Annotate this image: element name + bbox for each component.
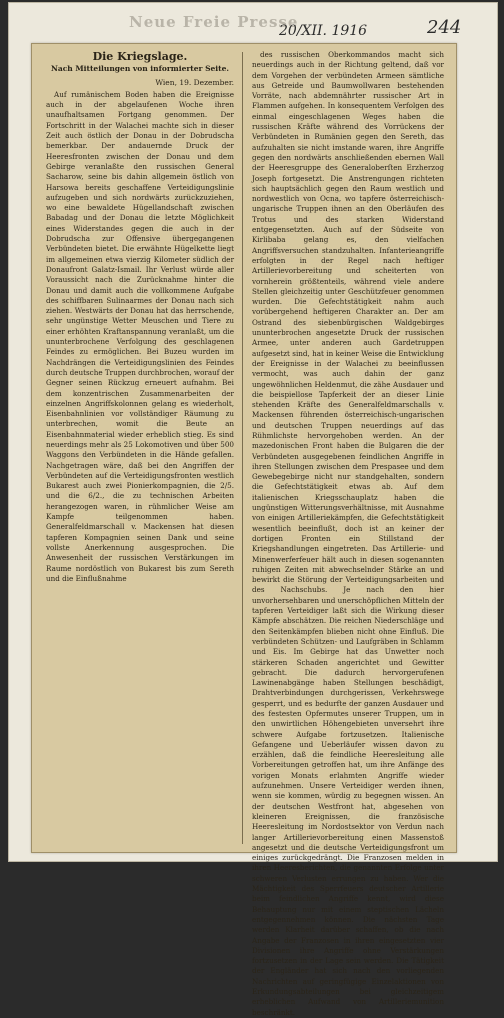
column-rule xyxy=(242,52,243,844)
archive-page xyxy=(8,2,498,1017)
article-column-left xyxy=(46,50,234,583)
handwritten-date: 20/XII. 1916 xyxy=(279,23,368,39)
newspaper-clipping xyxy=(31,43,457,1017)
article-dateline: Wien, 19. Dezember. xyxy=(155,77,234,87)
article-body-left: Auf rumänischem Boden haben die Ereignisse auch in der abgelaufenen Woche ihren unaufhaltsamen Fortgang genommen. Der Fortschritt in der Walachei machte sich in dieser Zeit auch östlich der Donau in der Dobrudscha bemerkbar. Der andauernde Druck der Heeresfronten zwischen der Donau und dem Gebirge veranlaßte den russischen General Sacharow, seine bis dahin allgemein östlich von Harsowa bereits geschaffene Verteidigungslinie aufzugeben und sich nordwärts zurückzuziehen, wo eine bewaldete Hügellandschaft zwischen Babadag und der Donau die letzte Möglichkeit eines Widerstandes gegen die auch in der Dobrudscha zur Offensive übergegangenen Verbündeten bietet. Die erwähnte Hügelkette liegt im allgemeinen etwa vierzig Kilometer südlich der Donaufront Galatz-Ismail. Ihr Verlust würde aller Voraussicht nach die Zurücknahme hinter die Donau und damit auch die vollkommene Aufgabe des schiffbaren Sulinaarmes der Donau nach sich ziehen. Westwärts der Donau hat das herrschende, sehr ungünstige Wetter Meuschen und Tiere zu einer erhöhten Kraftanspannung veranlaßt, um die ununterbrochene Verfolgung des geschlagenen Feindes zu ermöglichen. Bei Buzeu wurden im Nachdrängen die Verteidigungslinien des Feindes durch deutsche Truppen durchbrochen, worauf der Gegner seinen Rückzug erneuert aufnahm. Bei dem konzentrischen Zusammenarbeiten der einzelnen Angriffskolonnen gelang es wiederholt, Eisenbahnlinien vor vollständiger Räumung zu unterbrechen, womit die Beute an Eisenbahnmaterial wieder erheblich stieg. Es sind neuerdings mehr als 25 Lokomotiven und über 500 Waggons den Verbündeten in die Hände gefallen. Nachgetragen wäre, daß bei den Angriffen der Verbündeten auf die Verteidigungsfronten westlich Bukarest auch zwei Pionierkompagnien, die 2/5. und die 6/2., die zu technischen Arbeiten herangezogen waren, in rühmlicher Weise am Kampfe teilgenommen haben. Generalfeldmarschall v. Mackensen hat diesen tapferen Kompagnien seinen Dank und seine vollste Anerkennung ausgesprochen. Die Anwesenheit der russischen Verstärkungen im Raume nordöstlich von Bukarest bis zum Sereth und die Einflußnahme xyxy=(46,89,234,583)
newspaper-masthead: Neue Freie Presse xyxy=(129,13,299,31)
handwritten-page-number: 244 xyxy=(427,17,462,38)
article-column-right xyxy=(252,50,444,1017)
article-subhead: Nach Mitteilungen von informierter Seite. xyxy=(51,64,229,74)
article-body-right: des russischen Oberkommandos macht sich neuerdings auch in der Richtung geltend, daß vor dem Vorgehen der verbündeten Armeen sämtliche aus Getreide und Baumwollwaren bestehenden Vorräte, nach abdemnährter russischer Art in Flammen aufgehen. In konsequentem Verfolgen des einmal eingeschlagenen Weges haben die russischen Kräfte während des Vorrückens der Verbündeten in Rumänien gegen den Sereth, das aufzuhalten sie nicht imstande waren, ihre Angriffe gegen den nordwärts anschließenden ebernen Wall der Heeresgruppe des Generaloberſten Erzherzog Joseph fortgesetzt. Die Anstrengungen richteten sich hauptsächlich gegen den Raum westlich und nordwestlich von Ocna, wo tapfere österreichisch-ungarische Truppen ihnen an den Oberläufen des Trotus und des starken Widerstand entgegensetzten. Auch auf der Südseite von Kirlibaba gelang es, den vielfachen Angriffsversuchen standzuhalten. Infanterieangriffe erfolgten in der Regel nach heftiger Artillerievorbereitung und scheiterten von vornherein größtenteils, während viele andere Stellen gleichzeitig unter Geschützfeuer genommen wurden. Die Gefechtstätigkeit nahm auch vorübergehend heftigeren Charakter an. Der am Ostrand des siebenbürgischen Waldgebirges ununterbrochen angesetzte Druck der russischen Armee, unter anderen auch Gardetruppen aufgesetzt sind, hat in keiner Weise die Entwicklung der Ereignisse in der Walachei zu beeinflussen vermocht, was auch dahin der ganz ungewöhnlichen Heldenmut, die zähe Ausdauer und die beispiellose Tapferkeit der an dieser Linie stehenden Kräfte des Generalfeldmarschalls v. Mackensen führenden österreichisch-ungarischen und deutschen Truppen neuerdings auf das Rühmlichste hervorgehoben werden. An der mazedonischen Front haben die Bulgaren die der Verbündeten ausgegebenen feindlichen Angriffe in ihren Stellungen zwischen dem Prespasee und dem Gewebegebirge nicht nur standgehalten, sondern die Gefechtstätigkeit etwas ab. Auf dem italienischen Kriegsschauplatz haben die ungünstigen Witterungsverhältnisse, mit Ausnahme von einigen Artilleriekämpfen, die Gefechtstätigkeit wesentlich beeinflußt, doch ist an keiner der dortigen Fronten ein Stillstand der Kriegshandlungen eingetreten. Das Artillerie- und Minenwerferfeuer hält auch in diesen sogenannten ruhigen Zeiten mit abwechselnder Stärke an und bewirkt die Störung der Verteidigungsarbeiten und des Nachschubs. Je nach den hier unvorhersehbaren und unerschöpflichen Mitteln der tapferen Verteidiger laßt sich die Wirkung dieser Kämpfe abschätzen. Die reichen Niederschläge und den Seitenkämpfen blieben nicht ohne Einfluß. Die verbündeten Schützen- und Laufgräben in Schlamm und Eis. Im Gebirge hat das Unwetter noch stärkeren Schaden angerichtet und Gewitter gebracht. Die dadurch hervorgerufenen Lawinenabgänge haben Stellungen beschädigt, Drahtverbindungen durchgerissen, Verkehrswege gesperrt, und es bedurfte der ganzen Ausdauer und des festesten Opfermutes unserer Truppen, um in den unwirtlichen Höhengebieten unversehrt ihre schwere Aufgabe fortzusetzen. Italienische Gefangene und Ueberläufer wissen davon zu erzählen, daß die feindliche Heeresleitung alle Vorbereitungen getroffen hat, um ihre Anfänge des vorigen Monats erlahmten Angriffe wieder aufzunehmen. Unsere Verteidiger werden ihnen, wenn sie kommen, würdig zu begegnen wissen. An der deutschen Westfront hat, abgesehen von kleineren Ereignissen, die französische Heeresleitung im Nordostsektor von Verdun nach langer Artillerievorbereitung einen Massenstoß angesetzt und die deutsche Verteidigungsfront um einiges zurückgedrängt. Die Franzosen melden in ihren Heeresberichten, die genannten Erfolge unter schweren Verlusten errungen zu haben. Wer die Mächtigkeit des Sperrfeuers deutscher Artillerie beim feindlichen Angriffe kennt, wird diese Behauptung nur mit einem steptischen Lächeln entgegennehmen können. Die nächsten Tage werden Klarheit darüber schaffen, ob die nach Angabe der Franzosen in ihren eingesetzten vier Divisionen ihre Angriffe ohne Verstärkungen fortzusetzen in der Lage sein werden. Die Tätigkeit der Engländer hat sich nach den vorliegenden Nachrichten auf geringfügige Einzelaktionen von Erkundungsabteilungen bei gleichzeitigem erheblichen Aufwand von Artilleriemunition beschränkt. xyxy=(252,50,444,1017)
article-headline: Die Kriegslage. xyxy=(92,50,188,63)
